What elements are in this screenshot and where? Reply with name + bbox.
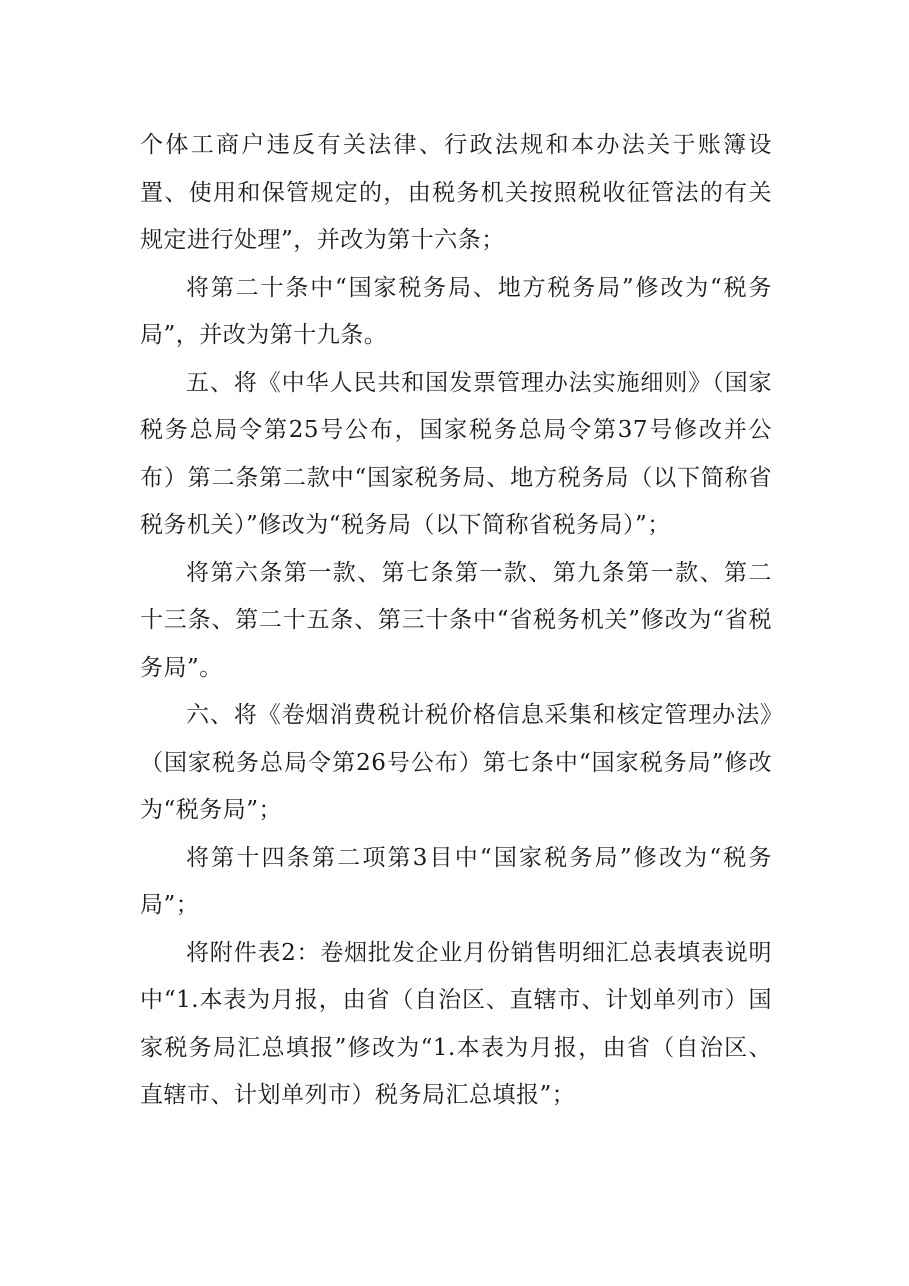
paragraph-item-six: 六、将《卷烟消费税计税价格信息采集和核定管理办法》（国家税务总局令第26号公布）第七条中“国家税务局”修改为“税务局”； xyxy=(140,702,772,823)
paragraph-item-five: 五、将《中华人民共和国发票管理办法实施细则》（国家税务总局令第25号公布，国家税务总局令第37号修改并公布）第二条第二款中“国家税务局、地方税务局（以下简称省税务机关）”修改为“税务局（以下简称省税务局）”； xyxy=(140,369,772,538)
paragraph-article-fourteen: 将第十四条第二项第3目中“国家税务局”修改为“税务局”； xyxy=(140,844,772,918)
paragraph-article-six: 将第六条第一款、第七条第一款、第九条第一款、第二十三条、第二十五条、第三十条中“省税务机关”修改为“省税务局”。 xyxy=(140,559,772,681)
paragraph-continuation: 个体工商户违反有关法律、行政法规和本办法关于账簿设置、使用和保管规定的，由税务机关按照税收征管法的有关规定进行处理”，并改为第十六条； xyxy=(140,132,772,253)
document-body xyxy=(140,122,772,1120)
paragraph-attachment-table-two: 将附件表2：卷烟批发企业月份销售明细汇总表填表说明中“1.本表为月报，由省（自治区、直辖市、计划单列市）国家税务局汇总填报”修改为“1.本表为月报，由省（自治区、直辖市、计划单列市）税务局汇总填报”； xyxy=(140,939,772,1108)
paragraph-article-twenty: 将第二十条中“国家税务局、地方税务局”修改为“税务局”，并改为第十九条。 xyxy=(140,274,772,348)
